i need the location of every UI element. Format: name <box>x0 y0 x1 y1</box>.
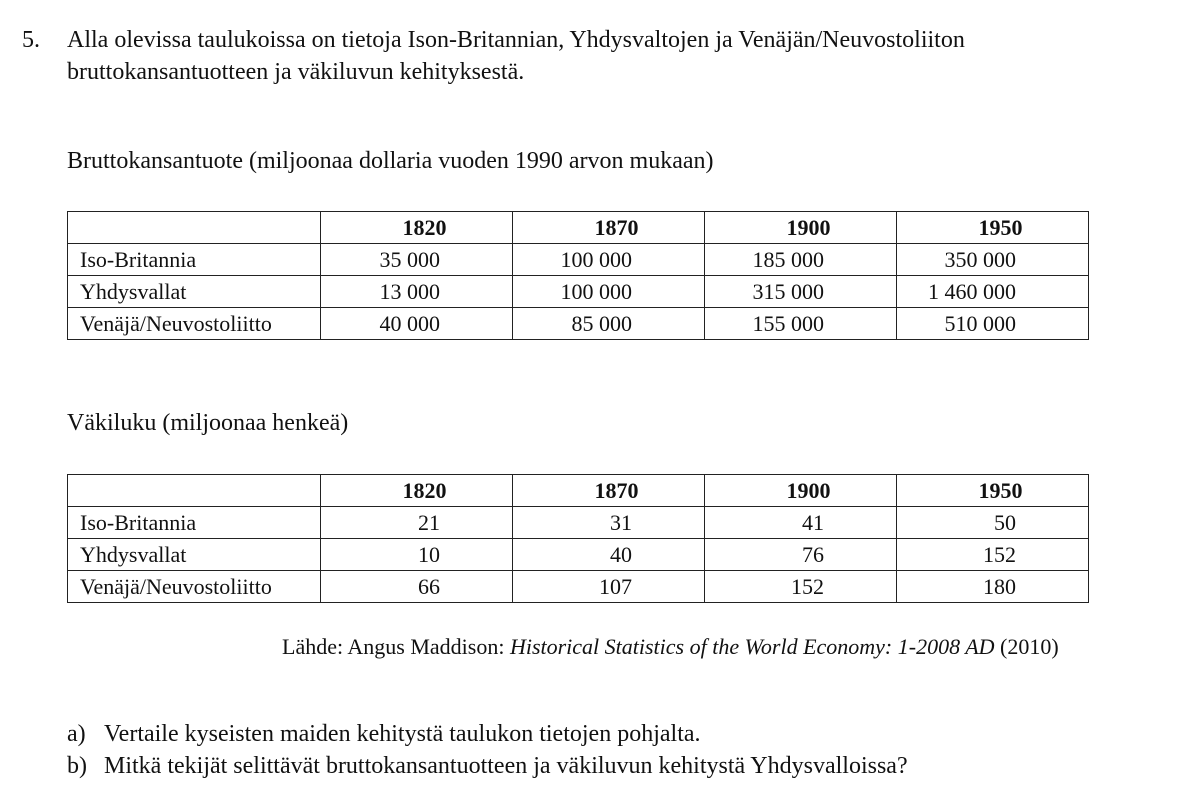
value-cell: 510 000 <box>897 308 1089 340</box>
value-cell: 152 <box>897 539 1089 571</box>
value-cell: 152 <box>705 571 897 603</box>
source-suffix: (2010) <box>994 634 1059 659</box>
value-cell: 315 000 <box>705 276 897 308</box>
value-cell: 21 <box>321 507 513 539</box>
value-cell: 40 000 <box>321 308 513 340</box>
task-text: Vertaile kyseisten maiden kehitystä taulukon tietojen pohjalta. <box>104 721 701 747</box>
value-cell: 85 000 <box>513 308 705 340</box>
value-cell: 13 000 <box>321 276 513 308</box>
country-cell: Yhdysvallat <box>68 276 321 308</box>
header-cell: 1870 <box>513 212 705 244</box>
population-table <box>67 474 1089 603</box>
value-cell: 180 <box>897 571 1089 603</box>
header-cell <box>68 212 321 244</box>
value-cell: 50 <box>897 507 1089 539</box>
header-cell: 1820 <box>321 475 513 507</box>
table-row <box>68 308 1089 340</box>
task-label: a) <box>67 721 86 747</box>
value-cell: 41 <box>705 507 897 539</box>
value-cell: 100 000 <box>513 244 705 276</box>
country-cell: Yhdysvallat <box>68 539 321 571</box>
question-number: 5. <box>22 27 40 53</box>
source-citation <box>282 632 1059 662</box>
header-cell: 1900 <box>705 475 897 507</box>
header-cell: 1950 <box>897 212 1089 244</box>
header-cell: 1950 <box>897 475 1089 507</box>
source-prefix: Lähde: Angus Maddison: <box>282 634 510 659</box>
value-cell: 185 000 <box>705 244 897 276</box>
gdp-table <box>67 211 1089 340</box>
task-text: Mitkä tekijät selittävät bruttokansantuotteen ja väkiluvun kehitystä Yhdysvalloissa? <box>104 753 908 779</box>
task-item <box>67 750 908 782</box>
gdp-table-caption: Bruttokansantuote (miljoonaa dollaria vuoden 1990 arvon mukaan) <box>67 148 714 174</box>
value-cell: 100 000 <box>513 276 705 308</box>
table-row <box>68 276 1089 308</box>
table-header-row <box>68 475 1089 507</box>
value-cell: 35 000 <box>321 244 513 276</box>
value-cell: 155 000 <box>705 308 897 340</box>
question-5 <box>22 24 1142 88</box>
value-cell: 350 000 <box>897 244 1089 276</box>
country-cell: Iso-Britannia <box>68 507 321 539</box>
table-row <box>68 507 1089 539</box>
country-cell: Venäjä/Neuvostoliitto <box>68 571 321 603</box>
country-cell: Iso-Britannia <box>68 244 321 276</box>
header-cell: 1870 <box>513 475 705 507</box>
task-label: b) <box>67 753 87 779</box>
value-cell: 66 <box>321 571 513 603</box>
question-text: Alla olevissa taulukoissa on tietoja Ison-Britannian, Yhdysvaltojen ja Venäjän/Neuvostoliiton bruttokansantuotteen ja väkiluvun kehityksestä. <box>67 27 965 85</box>
population-table-caption: Väkiluku (miljoonaa henkeä) <box>67 410 349 436</box>
header-cell: 1900 <box>705 212 897 244</box>
table-row <box>68 571 1089 603</box>
value-cell: 10 <box>321 539 513 571</box>
header-cell <box>68 475 321 507</box>
task-list <box>67 718 908 782</box>
table-header-row <box>68 212 1089 244</box>
header-cell: 1820 <box>321 212 513 244</box>
table-row <box>68 539 1089 571</box>
value-cell: 40 <box>513 539 705 571</box>
country-cell: Venäjä/Neuvostoliitto <box>68 308 321 340</box>
source-title: Historical Statistics of the World Economy: 1-2008 AD <box>509 634 995 659</box>
task-item <box>67 718 908 750</box>
table-row <box>68 244 1089 276</box>
value-cell: 76 <box>705 539 897 571</box>
value-cell: 1 460 000 <box>897 276 1089 308</box>
value-cell: 31 <box>513 507 705 539</box>
value-cell: 107 <box>513 571 705 603</box>
